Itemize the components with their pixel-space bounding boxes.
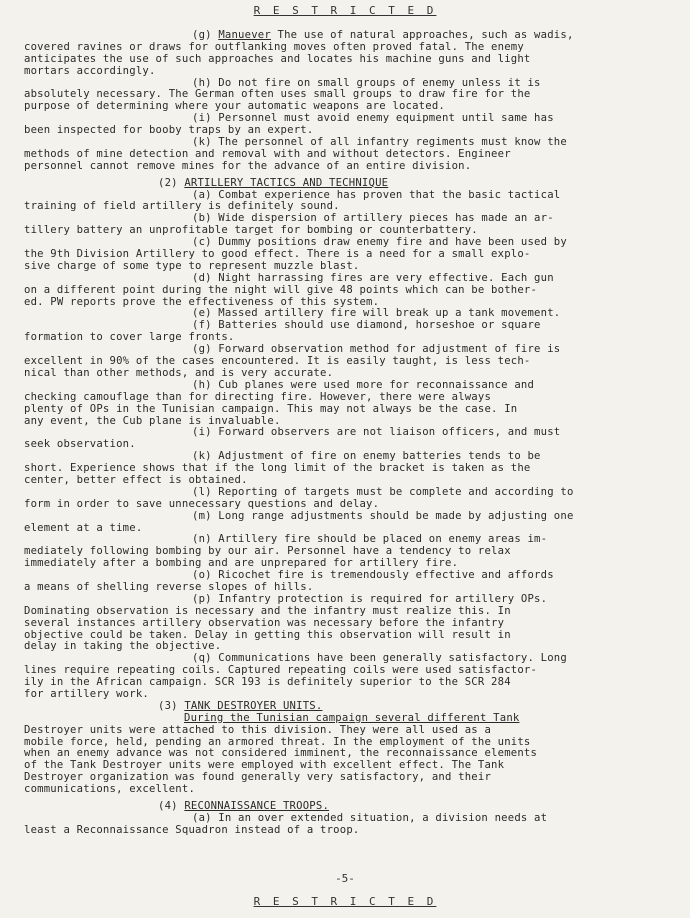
section-2-line: sive charge of some type to represent muzzle blast.: [24, 259, 360, 272]
paragraph-i-line: been inspected for booby traps by an expert.: [24, 124, 314, 137]
section-2-line: (e) Massed artillery fire will break up a tank movement.: [192, 307, 561, 320]
section-3-line: communications, excellent.: [24, 783, 196, 796]
section-2-line: ily in the African campaign. SCR 193 is definitely superior to the SCR 284: [24, 676, 511, 689]
section-3-number: (3): [158, 699, 178, 712]
section-4-line: least a Reconnaissance Squadron instead of a troop.: [24, 823, 360, 836]
section-2-line: lines require repeating coils. Captured repeating coils were used satisfactor-: [24, 664, 538, 677]
section-2-line: immediately after a bombing and are unprepared for artillery fire.: [24, 557, 459, 570]
section-2-line: checking camouflage than for directing fire. However, there were always: [24, 390, 492, 403]
section-2-line: on a different point during the night will give 48 points which can be bother-: [24, 283, 538, 296]
paragraph-k-line: personnel cannot remove mines for the advance of an entire division.: [24, 159, 472, 172]
section-2-line: delay in taking the objective.: [24, 640, 222, 653]
section-2-line: (i) Forward observers are not liaison officers, and must: [192, 426, 561, 439]
section-4-number: (4): [158, 800, 178, 812]
section-2-line: (p) Infantry protection is required for artillery OPs.: [192, 592, 548, 605]
section-3-line: of the Tank Destroyer units were employed with excellent effect. The Tank: [24, 759, 505, 772]
section-2-line: seek observation.: [24, 438, 136, 451]
section-2-line: objective could be taken. Delay in getting this observation will result in: [24, 628, 511, 641]
paragraph-h-line: (h) Do not fire on small groups of enemy unless it is: [192, 76, 541, 89]
section-2-line: mediately following bombing by our air. Personnel have a tendency to relax: [24, 545, 511, 558]
section-2-line: ed. PW reports prove the effectiveness of this system.: [24, 295, 380, 308]
section-2-heading: [24, 178, 652, 190]
section-2-line: (b) Wide dispersion of artillery pieces has made an ar-: [192, 212, 554, 225]
section-2-line: nical than other methods, and is very accurate.: [24, 366, 334, 379]
paragraph-g-line: anticipates the use of such approaches and locates his machine guns and light: [24, 52, 531, 65]
section-2-line: the 9th Division Artillery to good effect. There is a need for a small explo-: [24, 248, 531, 261]
section-2-line: any event, the Cub plane is invaluable.: [24, 414, 281, 427]
section-2-line: (a) Combat experience has proven that the basic tactical: [192, 188, 561, 201]
section-2-line: short. Experience shows that if the long limit of the bracket is taken as the: [24, 462, 531, 475]
classification-marking-bottom: R E S T R I C T E D: [253, 895, 437, 908]
section-2-line: (g) Forward observation method for adjustment of fire is: [192, 343, 561, 356]
section-2-line: excellent in 90% of the cases encountered. It is easily taught, is less tech-: [24, 355, 531, 368]
section-3-line: mobile force, held, pending an armored threat. In the employment of the units: [24, 735, 531, 748]
document-body: [24, 30, 652, 837]
paragraph-h-line: purpose of determining where your automatic weapons are located.: [24, 100, 445, 113]
section-3-title: TANK DESTROYER UNITS.: [184, 699, 323, 712]
section-2-line: (k) Adjustment of fire on enemy batteries tends to be: [192, 450, 541, 463]
section-2-line: training of field artillery is definitely sound.: [24, 200, 340, 213]
section-2-line: (c) Dummy positions draw enemy fire and have been used by: [192, 236, 567, 249]
section-2-line: element at a time.: [24, 521, 143, 534]
section-2-line: (n) Artillery fire should be placed on enemy areas im-: [192, 533, 548, 546]
paragraph-g-text: The use of natural approaches, such as wadis,: [270, 29, 574, 41]
section-2-line: form in order to save unnecessary questions and delay.: [24, 497, 380, 510]
section-2-body: [24, 190, 652, 701]
section-3-line: when an enemy advance was not considered imminent, the reconnaissance elements: [24, 747, 538, 760]
section-2-line: tillery battery an unprofitable target for bombing or counterbattery.: [24, 224, 478, 237]
section-2-line: (d) Night harrassing fires are very effective. Each gun: [192, 271, 554, 284]
section-4-body: [24, 813, 652, 837]
section-4-title: RECONNAISSANCE TROOPS.: [184, 800, 330, 812]
classification-marking-top: R E S T R I C T E D: [253, 4, 437, 17]
section-3-first-line: [24, 713, 652, 725]
section-2-line: Dominating observation is necessary and the infantry must realize this. In: [24, 604, 511, 617]
section-2-line: (m) Long range adjustments should be made by adjusting one: [192, 509, 574, 522]
section-2-line: (f) Batteries should use diamond, horseshoe or square: [192, 319, 541, 332]
section-2-title: ARTILLERY TACTICS AND TECHNIQUE: [184, 176, 389, 189]
section-2-line: (h) Cub planes were used more for reconnaissance and: [192, 378, 535, 391]
section-2-line: (q) Communications have been generally satisfactory. Long: [192, 652, 567, 665]
paragraph-g-line: covered ravines or draws for outflanking moves often proved fatal. The enemy: [24, 40, 524, 53]
section-2-number: (2): [158, 176, 178, 189]
paragraph-k-line: (k) The personnel of all infantry regiments must know the: [192, 136, 567, 149]
section-3-line: Destroyer organization was found generally very satisfactory, and their: [24, 771, 492, 784]
paragraph-k-line: methods of mine detection and removal with and without detectors. Engineer: [24, 147, 511, 160]
section-3-first-line-text: During the Tunisian campaign several different Tank: [184, 711, 520, 724]
section-2-line: plenty of OPs in the Tunisian campaign. This may not always be the case. In: [24, 402, 518, 415]
section-2-line: center, better effect is obtained.: [24, 473, 248, 486]
section-2-line: for artillery work.: [24, 687, 149, 700]
section-2-line: a means of shelling reverse slopes of hills.: [24, 580, 314, 593]
section-2-line: (o) Ricochet fire is tremendously effective and affords: [192, 569, 554, 582]
paragraph-g-lead: (g): [192, 29, 219, 41]
section-2-line: several instances artillery observation was necessary before the infantry: [24, 616, 505, 629]
paragraph-i-line: (i) Personnel must avoid enemy equipment until same has: [192, 112, 554, 125]
paragraph-h-line: absolutely necessary. The German often uses small groups to draw fire for the: [24, 88, 531, 101]
section-3-line: Destroyer units were attached to this division. They were all used as a: [24, 723, 492, 736]
section-2-line: formation to cover large fronts.: [24, 331, 235, 344]
paragraph-g-line: mortars accordingly.: [24, 64, 156, 77]
paragraph-g-title: Manuever: [218, 29, 271, 41]
section-4-line: (a) In an over extended situation, a division needs at: [192, 811, 548, 824]
section-2-line: (l) Reporting of targets must be complete and according to: [192, 485, 574, 498]
page-number: -5-: [335, 872, 355, 885]
